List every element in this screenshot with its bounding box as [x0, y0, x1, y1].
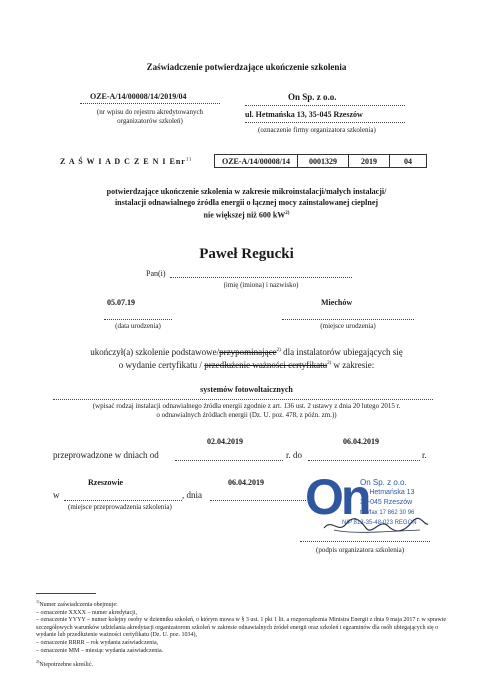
signature-date: 06.04.2019: [228, 478, 264, 487]
place-note: (miejsce przeprowadzenia szkolenia): [68, 503, 172, 511]
name-note: (imię (imiona) i nazwisko): [223, 281, 299, 289]
installation-systems: systemów fotowoltaicznych: [200, 385, 293, 394]
cert-cell-year: 2019: [349, 155, 390, 168]
date-from-line: [175, 459, 283, 461]
birth-date-line: [104, 318, 172, 320]
stamp-logo: On: [305, 469, 369, 525]
footnote-item: – oznaczenie YYYY – numer kolejny osoby w dzienniku szkoleń, o którym mowa w § 3 ust. 1 pkt 1 lit. a rozporządzenia Ministra Energii z dnia 9 maja 2017 r. w sprawie szczegółowych warunków udzielania akredytacji organizatorom szkoleń w zakresie odnawialnych źródeł energii oraz szkoleń i egzaminów dla osób ubiegających się o wydanie lub przedłużenie ważności certyfikatu (Dz. U. poz. 1034),: [36, 617, 447, 639]
date-to: 06.04.2019: [343, 437, 379, 446]
end-label: r.: [422, 450, 427, 460]
stamp-nip: NIP 813-35-48-023 REGON: [342, 520, 417, 526]
footnotes: [36, 598, 454, 670]
birth-date: 05.07.19: [107, 298, 135, 307]
date-to-line: [308, 459, 420, 461]
footnote-item: – oznaczenie MM – miesiąc wydania zaświadczenia.: [36, 647, 164, 654]
signer-note: (podpis organizatora szkolenia): [316, 546, 405, 554]
document-title: Zaświadczenie potwierdzające ukończenie szkolenia: [146, 62, 347, 72]
company-line-2: [245, 121, 405, 123]
footnote-separator: [36, 593, 96, 595]
to-label: r. do: [286, 450, 303, 460]
certificate-label: Z A Ś W I A D C Z E N I Enr$^{1)}$: [60, 157, 193, 166]
systems-note: (wpisać rodzaj instalacji odnawialnego źródła energii zgodnie z art. 136 ust. 2 ustawy z dnia 20 lutego 2015 r. o odnawialnych źródłach energii (Dz. U. poz. 478, z późn. zm.)): [92, 402, 401, 419]
footnote-item: – oznaczenie XXXX – numer akredytacji,: [36, 609, 137, 616]
confirmation-text: potwierdzające ukończenie szkolenia w zakresie mikroinstalacji/małych instalacji/ instalacji odnawialnego źródła energii o łącznej mocy zainstalowanej cieplnej nie większej niż 600 $kW^{2)}$: [106, 187, 387, 220]
birth-place-note: (miejsce urodzenia): [320, 322, 376, 330]
handwritten-signature: [320, 512, 430, 538]
stamp-street: ul. Hetmańska 13: [360, 489, 415, 496]
w-label: w: [53, 490, 60, 500]
name-line: [170, 276, 352, 278]
stamp-name: On Sp. z o.o.: [360, 478, 407, 487]
date-line: [210, 499, 306, 501]
dnia-label: , dnia: [182, 490, 202, 500]
footnote-item: – oznaczenie RRRR – rok wydania zaświadczenia,: [36, 639, 159, 646]
cert-cell-sequence: 0001329: [298, 155, 349, 168]
company-line-1: [245, 104, 405, 106]
stamp-city: 35-045 Rzeszów: [360, 499, 413, 506]
birth-place: Miechów: [321, 298, 353, 307]
place-line: [64, 499, 182, 501]
stamp-phone: tel./fax 17 862 30 96: [360, 510, 415, 516]
person-name: Paweł Regucki: [199, 246, 294, 262]
footnote-2: $^{2)}$Niepotrzebne skreślić.: [36, 659, 93, 669]
pan-label: Pan(i): [146, 269, 166, 278]
company-note: (oznaczenie firmy organizatora szkolenia): [258, 126, 376, 134]
footnote-1-title: $^{1)}$Numer zaświadczenia obejmuje:: [36, 599, 118, 608]
conducted-label: przeprowadzone w dniach od: [53, 450, 159, 460]
course-text: ukończył(a) szkolenie podstawowe/przypominające$^{2)}$ dla instalatorów ubiegających się o wydanie certyfikatu / przedłużenie ważności certyfikatu$^{2)}$ w zakresie:: [90, 347, 403, 370]
birth-place-line: [282, 318, 414, 320]
birth-date-note: (data urodzenia): [115, 322, 161, 330]
signature-line: [300, 540, 430, 542]
company-address: ul. Hetmańska 13, 35-045 Rzeszów: [245, 110, 363, 119]
registry-number-note: (nr wpisu do rejestru akredytowanych organizatorów szkoleń): [96, 108, 204, 125]
cert-cell-month: 04: [390, 155, 427, 168]
cert-cell-accreditation: OZE-A/14/00008/14: [215, 155, 298, 168]
systems-line: [53, 398, 433, 400]
certificate-number-table: [214, 154, 427, 168]
company-name: On Sp. z o.o.: [288, 92, 337, 102]
signature-place: Rzeszowie: [88, 478, 124, 487]
date-from: 02.04.2019: [207, 437, 243, 446]
registry-number-line: [80, 102, 220, 104]
registry-number: OZE-A/14/00008/14/2019/04: [90, 92, 187, 101]
